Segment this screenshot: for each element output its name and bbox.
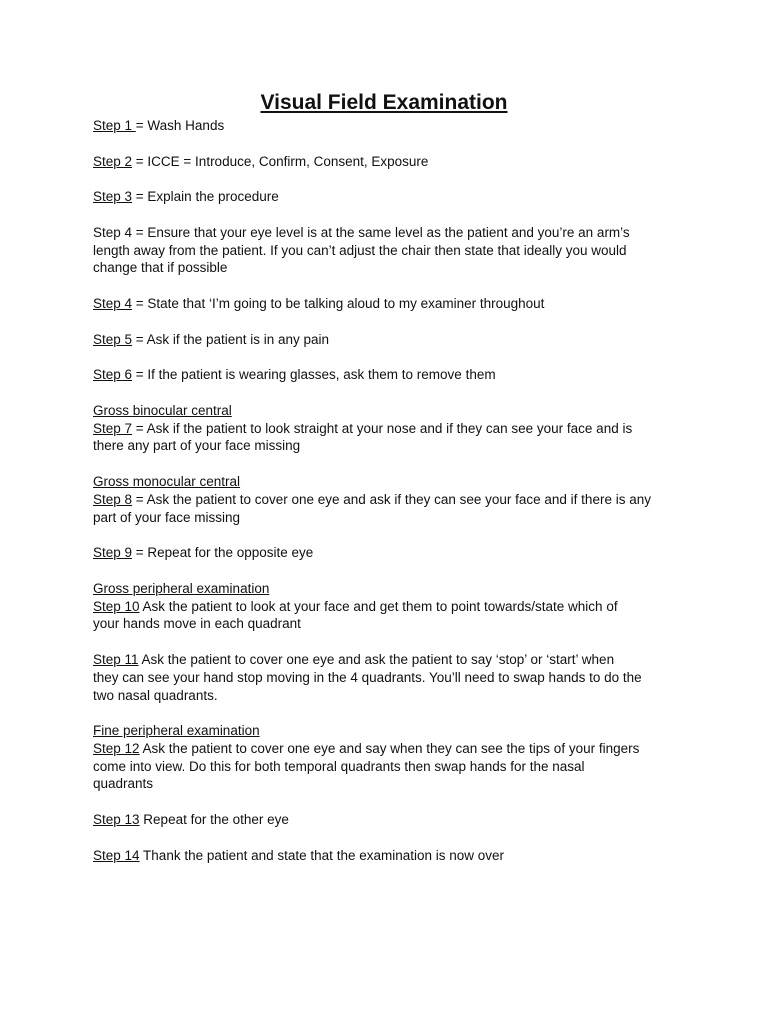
section <box>93 366 683 384</box>
step-text: they can see your hand stop moving in the 4 quadrants. You’ll need to swap hands to do the <box>93 669 642 685</box>
step-text: change that if possible <box>93 260 228 276</box>
section <box>93 722 683 793</box>
step-label: Step 3 <box>93 189 133 205</box>
step-text: quadrants <box>93 776 154 792</box>
section <box>93 117 683 135</box>
step-text: = Ask if the patient to look straight at your nose and if they can see your face and is <box>132 420 633 436</box>
text-line <box>93 242 683 260</box>
text-line <box>93 598 683 616</box>
step-label: Step 11 <box>93 651 139 667</box>
step-text: = Ask the patient to cover one eye and ask if they can see your face and if there is any <box>132 491 651 507</box>
text-line <box>93 491 683 509</box>
section <box>93 580 683 633</box>
section <box>93 473 683 526</box>
text-line <box>93 544 683 562</box>
document-body <box>93 117 683 864</box>
text-line <box>93 811 683 829</box>
section-heading: Gross peripheral examination <box>93 580 270 596</box>
step-label: Step 9 <box>93 545 133 561</box>
step-label: Step 4 <box>93 295 133 311</box>
section <box>93 402 683 455</box>
text-line <box>93 775 683 793</box>
step-text: = State that ‘I’m going to be talking aloud to my examiner throughout <box>132 295 545 311</box>
section <box>93 651 683 704</box>
text-line <box>93 437 683 455</box>
step-text: Ask the patient to look at your face and get them to point towards/state which of <box>139 598 618 614</box>
section-heading: Gross binocular central <box>93 402 232 418</box>
step-text: = ICCE = Introduce, Confirm, Consent, Exposure <box>132 153 429 169</box>
step-label: Step 13 <box>93 812 140 828</box>
text-line <box>93 509 683 527</box>
section <box>93 224 683 277</box>
text-line <box>93 117 683 135</box>
step-label: Step 1 <box>93 118 136 133</box>
step-text: = Repeat for the opposite eye <box>132 545 314 561</box>
section <box>93 811 683 829</box>
text-line <box>93 295 683 313</box>
text-line <box>93 615 683 633</box>
section-heading: Gross monocular central <box>93 473 241 489</box>
step-text: Ask the patient to cover one eye and say when they can see the tips of your fingers <box>139 740 640 756</box>
section <box>93 153 683 171</box>
text-line <box>93 224 683 242</box>
step-text: Repeat for the other eye <box>139 812 289 828</box>
text-line <box>93 651 683 669</box>
step-text: come into view. Do this for both temporal quadrants then swap hands for the nasal <box>93 758 585 774</box>
section <box>93 544 683 562</box>
page-title: Visual Field Examination <box>260 91 508 114</box>
step-text: = Explain the procedure <box>132 189 279 205</box>
section-heading: Fine peripheral examination <box>93 723 260 739</box>
section <box>93 295 683 313</box>
step-label: Step 2 <box>93 153 133 169</box>
section <box>93 847 683 865</box>
step-label: Step 12 <box>93 740 140 756</box>
step-text: Step 4 = Ensure that your eye level is at the same level as the patient and you’re an arm’s <box>93 224 630 240</box>
step-text: there any part of your face missing <box>93 438 301 454</box>
text-line <box>93 420 683 438</box>
text-line <box>93 740 683 758</box>
step-text: = Ask if the patient is in any pain <box>132 331 330 347</box>
text-line <box>93 259 683 277</box>
section <box>93 331 683 349</box>
step-label: Step 5 <box>93 331 133 347</box>
step-label: Step 7 <box>93 420 133 436</box>
step-text: two nasal quadrants. <box>93 687 218 703</box>
step-text: your hands move in each quadrant <box>93 616 301 632</box>
step-label: Step 10 <box>93 598 140 614</box>
section <box>93 188 683 206</box>
text-line <box>93 669 683 687</box>
step-text: = If the patient is wearing glasses, ask them to remove them <box>132 367 496 383</box>
text-line <box>93 847 683 865</box>
text-line <box>93 687 683 705</box>
text-line <box>93 758 683 776</box>
text-line <box>93 331 683 349</box>
text-line <box>93 153 683 171</box>
step-text: length away from the patient. If you can’t adjust the chair then state that ideally you would <box>93 242 627 258</box>
step-text: part of your face missing <box>93 509 241 525</box>
text-line <box>93 366 683 384</box>
text-line <box>93 188 683 206</box>
step-text: = Wash Hands <box>135 118 225 133</box>
step-text: Ask the patient to cover one eye and ask the patient to say ‘stop’ or ‘start’ when <box>138 651 615 667</box>
step-text: Thank the patient and state that the examination is now over <box>139 847 505 863</box>
step-label: Step 6 <box>93 367 133 383</box>
step-label: Step 14 <box>93 847 140 863</box>
step-label: Step 8 <box>93 491 133 507</box>
